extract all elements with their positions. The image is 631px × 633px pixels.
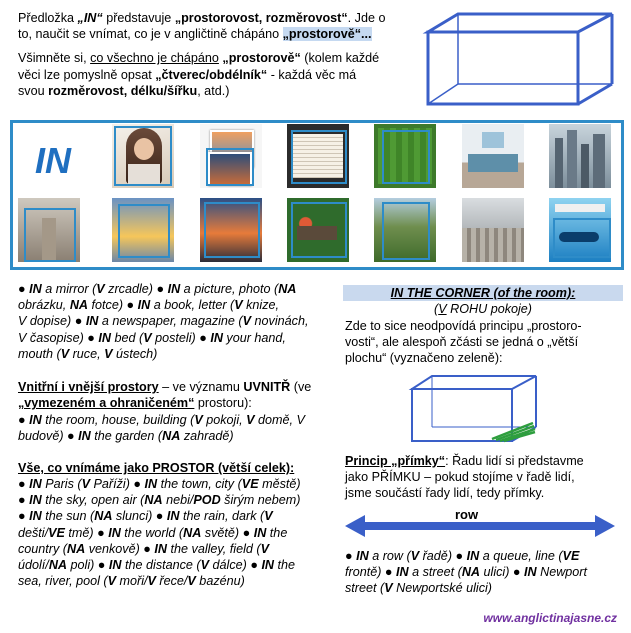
intro-text: svou bbox=[18, 83, 49, 98]
line-principle-line: jako PŘÍMKU – pokud stojíme v řadě lidí, bbox=[345, 470, 575, 485]
left-line: dešti/VE tmě) ● IN the world (NA světě) ● IN the bbox=[18, 525, 288, 540]
line-principle-line: jsme součástí řady lidí, tedy přímky. bbox=[345, 486, 545, 501]
intro-text: Všimněte si, bbox=[18, 51, 91, 66]
tile-picture bbox=[200, 124, 262, 188]
left-line: V časopise) ● IN bed (V posteli) ● IN your hand, bbox=[18, 330, 286, 345]
corner-explanation bbox=[345, 318, 625, 367]
left-line: budově) ● IN the garden (NA zahradě) bbox=[18, 429, 234, 444]
row-line: street (V Newportské ulici) bbox=[345, 581, 492, 596]
intro-key-term: „prostorovost, rozměrovost“ bbox=[174, 11, 348, 25]
intro-line-5 bbox=[18, 83, 413, 99]
left-line: údolí/NA poli) ● IN the distance (V dálce) ● IN the bbox=[18, 558, 296, 573]
footer-url[interactable]: www.anglictinajasne.cz bbox=[483, 611, 617, 625]
line-principle-title: Princip „přímky“ bbox=[345, 454, 446, 468]
left-line: ● IN Paris (V Paříži) ● IN the town, city (VE městě) bbox=[18, 477, 301, 491]
left-line: ● IN a mirror (V zrcadle) ● IN a picture, photo (NA bbox=[18, 282, 297, 296]
tile-book bbox=[287, 124, 349, 188]
tile-town bbox=[462, 198, 524, 262]
left-line: country (NA venkově) ● IN the valley, field (V bbox=[18, 541, 269, 556]
tile-garden bbox=[374, 124, 436, 188]
row-examples bbox=[345, 548, 630, 597]
line-principle bbox=[345, 453, 630, 502]
left-line: obrázku, NA fotce) ● IN a book, letter (V knize, bbox=[18, 298, 280, 313]
intro-underline: co všechno je chápáno bbox=[90, 51, 219, 66]
corner-sub-text: ROHU pokoje) bbox=[446, 302, 532, 316]
corner-heading bbox=[343, 285, 623, 301]
row-line: ● IN a row (V řadě) ● IN a queue, line (VE bbox=[345, 549, 580, 563]
corner-sub-underline: V bbox=[438, 302, 447, 316]
heading-underlined: Vše, co vnímáme jako PROSTOR (větší celek): bbox=[18, 461, 295, 475]
intro-text: věci lze pomyslně opsat bbox=[18, 67, 156, 82]
prism-illustration bbox=[420, 10, 620, 110]
intro-paragraph bbox=[18, 10, 413, 99]
intro-line-4 bbox=[18, 67, 413, 83]
intro-text: . Jde o bbox=[347, 11, 386, 25]
heading-bold: UVNITŘ bbox=[243, 380, 291, 394]
row-arrow bbox=[345, 512, 615, 540]
tile-city bbox=[549, 124, 611, 188]
intro-key-term: „prostorově“ bbox=[222, 51, 301, 66]
intro-highlight: „prostorově“... bbox=[282, 27, 372, 42]
corner-box-illustration bbox=[408, 373, 543, 448]
left-heading-spaces bbox=[18, 379, 338, 411]
left-line: ● IN the sky, open air (NA nebi/POD širým nebem) bbox=[18, 493, 301, 508]
corner-line: vosti“, ale alespoň zčásti se jedná o „větší bbox=[345, 335, 579, 350]
heading-line bbox=[18, 395, 338, 411]
intro-line-2 bbox=[18, 26, 413, 42]
tile-sunset bbox=[200, 198, 262, 262]
heading-underlined: „vymezeném a ohraničeném“ bbox=[18, 396, 195, 411]
corner-subheading bbox=[343, 301, 623, 317]
heading-text: prostoru): bbox=[194, 396, 252, 411]
tile-pool bbox=[549, 198, 611, 262]
left-line: ● IN the room, house, building (V pokoji, V domě, V bbox=[18, 413, 305, 427]
tile-mirror bbox=[112, 124, 174, 188]
panel-in-label: IN bbox=[35, 140, 71, 181]
line-principle-text: : Řadu lidí si představme bbox=[445, 454, 584, 468]
row-line: frontě) ● IN a street (NA ulici) ● IN Newport bbox=[345, 565, 588, 580]
left-block-objects bbox=[18, 281, 338, 362]
intro-text: (kolem každé bbox=[300, 51, 380, 66]
tile-sky bbox=[112, 198, 174, 262]
left-block-prostor bbox=[18, 476, 338, 589]
intro-text: - každá věc má bbox=[267, 67, 357, 82]
tile-forest bbox=[287, 198, 349, 262]
heading-text: – ve významu bbox=[158, 380, 244, 394]
intro-in-term: „IN“ bbox=[77, 11, 103, 25]
heading-text: (ve bbox=[290, 380, 312, 394]
intro-text: představuje bbox=[102, 11, 175, 25]
heading-underlined: Vnitřní i vnější prostory bbox=[18, 380, 159, 394]
intro-line-1 bbox=[18, 10, 413, 26]
heading-line bbox=[18, 379, 338, 395]
line-principle-head bbox=[345, 453, 630, 469]
tile-valley bbox=[374, 198, 436, 262]
intro-key-term: „čtverec/obdélník“ bbox=[155, 67, 268, 82]
tile-street bbox=[18, 198, 80, 262]
intro-key-term: rozměrovost, délku/šířku bbox=[48, 83, 198, 98]
intro-text: Předložka bbox=[18, 11, 78, 25]
left-line: ● IN the sun (NA slunci) ● IN the rain, dark (V bbox=[18, 509, 273, 524]
corner-line: plochu“ (vyznačeno zeleně): bbox=[345, 351, 503, 366]
corner-title: IN THE CORNER (of the room): bbox=[390, 286, 576, 300]
tile-room bbox=[462, 124, 524, 188]
left-block-spaces bbox=[18, 412, 338, 444]
intro-line-3 bbox=[18, 50, 413, 66]
corner-sub-text: ( bbox=[434, 302, 439, 316]
intro-text: , atd.) bbox=[197, 83, 230, 98]
left-heading-prostor bbox=[18, 460, 338, 476]
intro-text: to, naučit se vnímat, co je v angličtině chápáno bbox=[18, 27, 283, 42]
left-line: mouth (V ruce, V ústech) bbox=[18, 346, 158, 361]
corner-line: Zde to sice neodpovídá principu „prostoro- bbox=[345, 319, 582, 333]
left-line: V dopise) ● IN a newspaper, magazine (V novinách, bbox=[18, 314, 309, 329]
left-line: sea, river, pool (V moři/V řece/V bazénu) bbox=[18, 574, 245, 589]
row-arrow-label: row bbox=[455, 507, 479, 522]
